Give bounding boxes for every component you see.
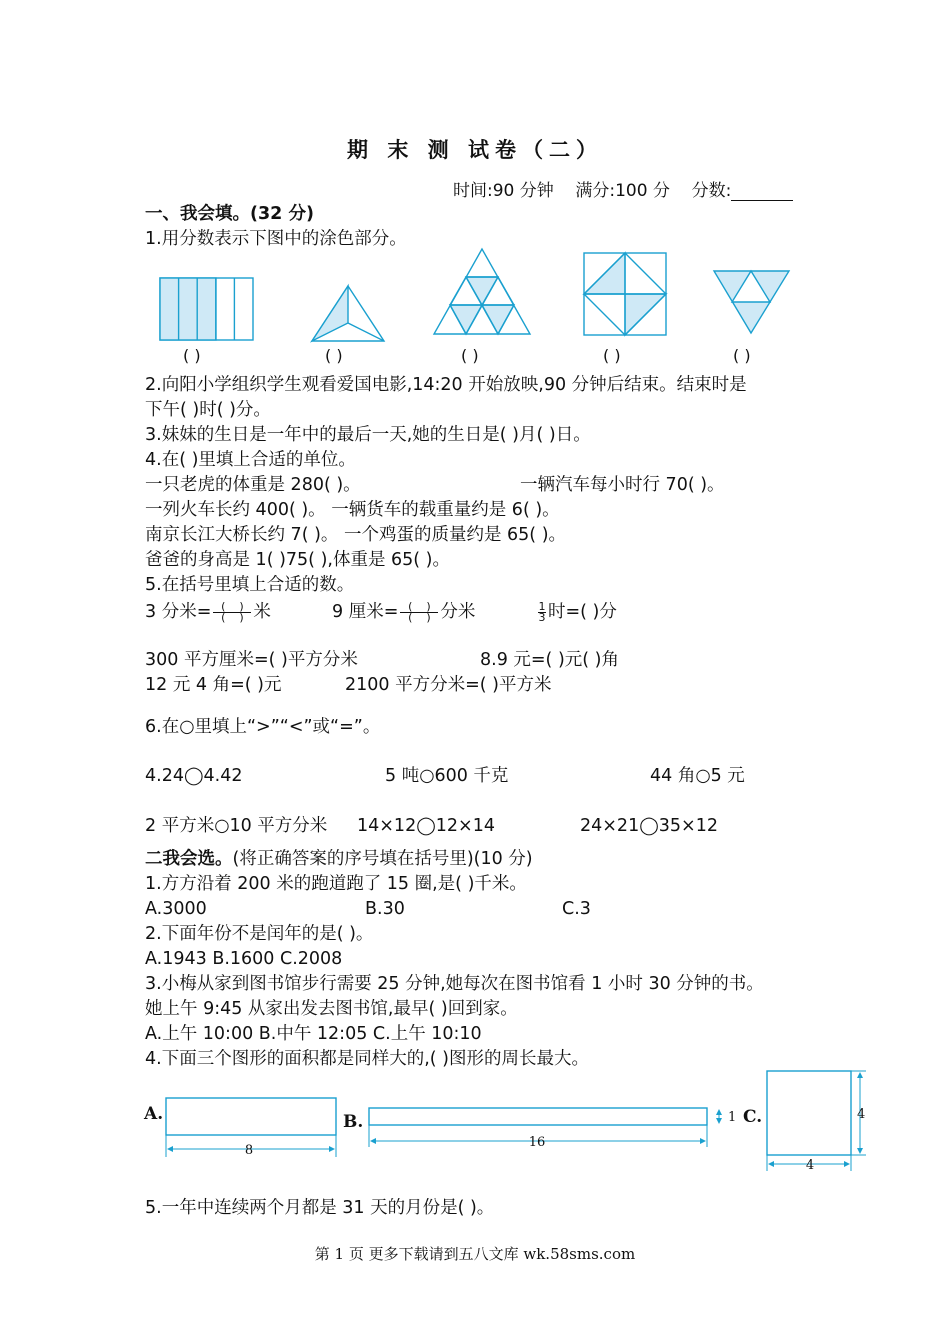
q3-text: 3.妹妹的生日是一年中的最后一天,她的生日是( )月( )日。 [145, 425, 591, 445]
section-1-heading: 一、我会填。(32 分) [145, 204, 314, 224]
q6-b: 5 吨○600 千克 [385, 766, 509, 786]
q1-blank-4[interactable]: ( ) [603, 346, 621, 365]
q6-e: 14×12◯12×14 [357, 816, 495, 836]
c4-dim-b-width: 1 [728, 1110, 737, 1125]
c4-dim-b-length: 16 [528, 1135, 546, 1150]
q5-e: 8.9 元=( )元( )角 [480, 650, 619, 670]
q6-c: 44 角○5 元 [650, 766, 745, 786]
score-label: 分数: [691, 181, 732, 201]
time-info: 时间:90 分钟 [453, 181, 554, 201]
q5-d: 300 平方厘米=( )平方分米 [145, 650, 358, 670]
c1-text: 1.方方沿着 200 米的跑道跑了 15 圈,是( )千米。 [145, 874, 527, 894]
q5-a-fraction-blank[interactable]: $\frac{( )}{( )}$ [213, 602, 251, 623]
q4-e: 爸爸的身高是 1( )75( ),体重是 65( )。 [145, 550, 451, 570]
c4-label-b: B. [343, 1112, 364, 1132]
q6-text: 6.在○里填上“>”“<”或“=”。 [145, 717, 381, 737]
c4-label-c: C. [743, 1107, 763, 1127]
c1-option-b: B.30 [365, 899, 405, 919]
q5-a-label: 3 分米= [145, 602, 212, 622]
c4-label-a: A. [144, 1104, 164, 1124]
c3-options: A.上午 10:00 B.中午 12:05 C.上午 10:10 [145, 1024, 482, 1044]
c1-option-a: A.3000 [145, 899, 207, 919]
q5-g: 2100 平方分米=( )平方米 [345, 675, 552, 695]
q4-d: 南京长江大桥长约 7( )。 一个鸡蛋的质量约是 65( )。 [145, 525, 567, 545]
q2-line1: 2.向阳小学组织学生观看爱国电影,14:20 开始放映,90 分钟后结束。结束时是 [145, 375, 747, 395]
figure-inverted-triangle [714, 271, 789, 333]
q1-blank-3[interactable]: ( ) [461, 346, 479, 365]
q6-f: 24×21◯35×12 [580, 816, 718, 836]
full-score-info: 满分:100 分 [575, 181, 670, 201]
c1-option-c: C.3 [562, 899, 591, 919]
q6-a: 4.24◯4.42 [145, 766, 243, 786]
c4-dim-c-width: 4 [805, 1158, 815, 1173]
c4-rect-a [166, 1098, 336, 1135]
q6-d: 2 平方米○10 平方分米 [145, 816, 328, 836]
c2-options: A.1943 B.1600 C.2008 [145, 949, 343, 969]
q5-a-unit: 米 [253, 602, 271, 622]
q5-c-fraction: $\frac{1}{3}$ [538, 599, 546, 624]
figure-triangle-nine [434, 249, 530, 334]
q1-blank-1[interactable]: ( ) [183, 346, 201, 365]
section-2-heading: 二我会选。(将正确答案的序号填在括号里)(10 分) [145, 849, 533, 869]
q1-figures [0, 240, 950, 350]
c4-dim-c-height: 4 [857, 1107, 866, 1122]
figure-triangle-thirds [312, 286, 384, 341]
q4-c: 一列火车长约 400( )。 一辆货车的载重量约是 6( )。 [145, 500, 560, 520]
c4-rect-b [369, 1108, 707, 1125]
q5-b-fraction-blank[interactable]: $\frac{( )}{( )}$ [400, 602, 438, 623]
c4-square-c [767, 1071, 851, 1155]
q1-blank-5[interactable]: ( ) [733, 346, 751, 365]
c4-text: 4.下面三个图形的面积都是同样大的,( )图形的周长最大。 [145, 1049, 589, 1069]
q4-a: 一只老虎的体重是 280( )。 [145, 475, 361, 495]
q1-text: 1.用分数表示下图中的涂色部分。 [145, 229, 407, 249]
page-title: 期 末 测 试卷（二） [347, 137, 603, 162]
q5-b-unit: 分米 [440, 602, 476, 622]
q4-b: 一辆汽车每小时行 70( )。 [520, 475, 725, 495]
q5-c [536, 601, 617, 623]
q1-blank-2[interactable]: ( ) [325, 346, 343, 365]
q5-b [332, 601, 475, 623]
score-blank[interactable] [731, 184, 793, 201]
c2-text: 2.下面年份不是闰年的是( )。 [145, 924, 374, 944]
c3-line1: 3.小梅从家到图书馆步行需要 25 分钟,她每次在图书馆看 1 小时 30 分钟的书。 [145, 974, 764, 994]
q5-b-label: 9 厘米= [332, 602, 399, 622]
figure-rectangle-strips [160, 278, 253, 340]
q5-c-text: 时=( )分 [548, 602, 617, 622]
c4-dim-a: 8 [244, 1143, 254, 1158]
q5-f: 12 元 4 角=( )元 [145, 675, 282, 695]
q4-text: 4.在( )里填上合适的单位。 [145, 450, 356, 470]
c3-line2: 她上午 9:45 从家出发去图书馆,最早( )回到家。 [145, 999, 518, 1019]
q5-text: 5.在括号里填上合适的数。 [145, 575, 355, 595]
q2-line2: 下午( )时( )分。 [145, 400, 271, 420]
c5-text: 5.一年中连续两个月都是 31 天的月份是( )。 [145, 1198, 495, 1218]
exam-meta [453, 176, 793, 201]
q5-a [145, 601, 271, 623]
c4-figures [0, 1065, 950, 1180]
page-footer: 第 1 页 更多下载请到五八文库 wk.58sms.com [314, 1245, 636, 1263]
figure-square-diamond [584, 253, 666, 335]
